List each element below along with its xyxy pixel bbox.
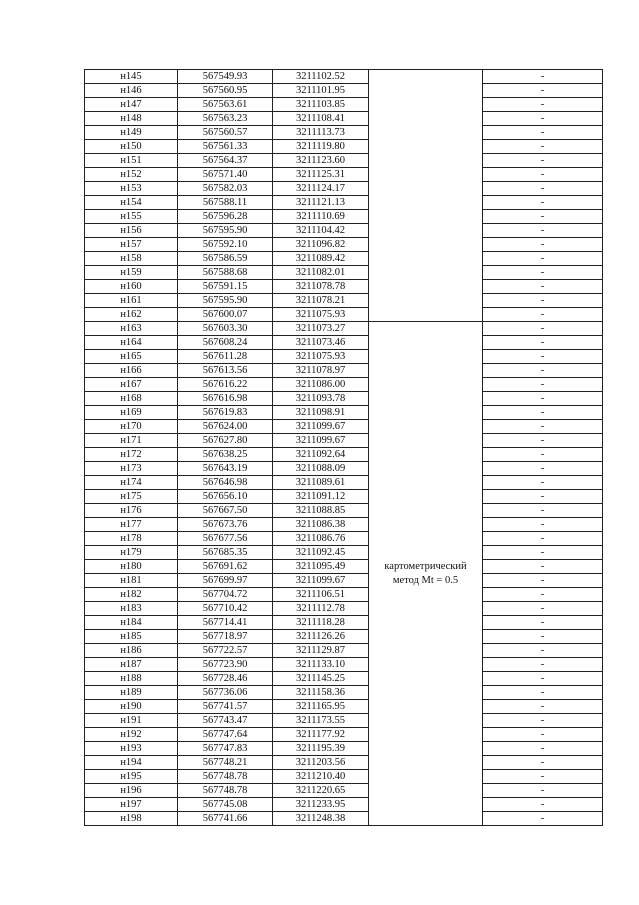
table-row — [85, 798, 603, 812]
x-coordinate-cell: 567704.72 — [178, 588, 273, 602]
method-cell-upper — [369, 70, 483, 322]
table-row — [85, 84, 603, 98]
dash-cell: - — [483, 588, 603, 602]
dash-cell: - — [483, 154, 603, 168]
x-coordinate-cell: 567624.00 — [178, 420, 273, 434]
y-coordinate-cell: 3211078.78 — [273, 280, 369, 294]
y-coordinate-cell: 3211102.52 — [273, 70, 369, 84]
point-name-cell: н193 — [85, 742, 178, 756]
method-accuracy: метод Mt = 0.5 — [392, 574, 459, 586]
dash-cell: - — [483, 490, 603, 504]
point-name-cell: н191 — [85, 714, 178, 728]
x-coordinate-cell: 567591.15 — [178, 280, 273, 294]
x-coordinate-cell: 567560.57 — [178, 126, 273, 140]
y-coordinate-cell: 3211119.80 — [273, 140, 369, 154]
table-row — [85, 294, 603, 308]
dash-cell: - — [483, 224, 603, 238]
point-name-cell: н178 — [85, 532, 178, 546]
point-name-cell: н184 — [85, 616, 178, 630]
dash-cell: - — [483, 322, 603, 336]
dash-cell: - — [483, 532, 603, 546]
point-name-cell: н190 — [85, 700, 178, 714]
point-name-cell: н182 — [85, 588, 178, 602]
x-coordinate-cell: 567627.80 — [178, 434, 273, 448]
dash-cell: - — [483, 784, 603, 798]
dash-cell: - — [483, 294, 603, 308]
table-row — [85, 546, 603, 560]
point-name-cell: н174 — [85, 476, 178, 490]
x-coordinate-cell: 567728.46 — [178, 672, 273, 686]
x-coordinate-cell: 567685.35 — [178, 546, 273, 560]
y-coordinate-cell: 3211082.01 — [273, 266, 369, 280]
x-coordinate-cell: 567718.97 — [178, 630, 273, 644]
table-row — [85, 182, 603, 196]
x-coordinate-cell: 567608.24 — [178, 336, 273, 350]
y-coordinate-cell: 3211125.31 — [273, 168, 369, 182]
table-row — [85, 420, 603, 434]
point-name-cell: н155 — [85, 210, 178, 224]
x-coordinate-cell: 567563.61 — [178, 98, 273, 112]
table-row — [85, 630, 603, 644]
point-name-cell: н176 — [85, 504, 178, 518]
point-name-cell: н192 — [85, 728, 178, 742]
x-coordinate-cell: 567667.50 — [178, 504, 273, 518]
y-coordinate-cell: 3211078.97 — [273, 364, 369, 378]
x-coordinate-cell: 567748.78 — [178, 770, 273, 784]
x-coordinate-cell: 567596.28 — [178, 210, 273, 224]
y-coordinate-cell: 3211203.56 — [273, 756, 369, 770]
dash-cell: - — [483, 406, 603, 420]
y-coordinate-cell: 3211106.51 — [273, 588, 369, 602]
x-coordinate-cell: 567643.19 — [178, 462, 273, 476]
dash-cell: - — [483, 658, 603, 672]
table-row — [85, 196, 603, 210]
dash-cell: - — [483, 196, 603, 210]
point-name-cell: н153 — [85, 182, 178, 196]
dash-cell: - — [483, 518, 603, 532]
x-coordinate-cell: 567723.90 — [178, 658, 273, 672]
point-name-cell: н166 — [85, 364, 178, 378]
table-row — [85, 602, 603, 616]
dash-cell: - — [483, 770, 603, 784]
y-coordinate-cell: 3211088.09 — [273, 462, 369, 476]
dash-cell: - — [483, 112, 603, 126]
x-coordinate-cell: 567722.57 — [178, 644, 273, 658]
dash-cell: - — [483, 266, 603, 280]
point-name-cell: н169 — [85, 406, 178, 420]
x-coordinate-cell: 567564.37 — [178, 154, 273, 168]
x-coordinate-cell: 567747.64 — [178, 728, 273, 742]
y-coordinate-cell: 3211098.91 — [273, 406, 369, 420]
x-coordinate-cell: 567600.07 — [178, 308, 273, 322]
point-name-cell: н145 — [85, 70, 178, 84]
dash-cell: - — [483, 420, 603, 434]
dash-cell: - — [483, 126, 603, 140]
dash-cell: - — [483, 210, 603, 224]
table-row — [85, 476, 603, 490]
point-name-cell: н173 — [85, 462, 178, 476]
y-coordinate-cell: 3211099.67 — [273, 434, 369, 448]
x-coordinate-cell: 567586.59 — [178, 252, 273, 266]
table-row — [85, 700, 603, 714]
y-coordinate-cell: 3211104.42 — [273, 224, 369, 238]
table-row — [85, 658, 603, 672]
y-coordinate-cell: 3211121.13 — [273, 196, 369, 210]
x-coordinate-cell: 567595.90 — [178, 294, 273, 308]
table-row — [85, 672, 603, 686]
x-coordinate-cell: 567588.68 — [178, 266, 273, 280]
point-name-cell: н170 — [85, 420, 178, 434]
dash-cell: - — [483, 560, 603, 574]
coordinates-table-body — [85, 70, 603, 826]
dash-cell: - — [483, 714, 603, 728]
dash-cell: - — [483, 504, 603, 518]
y-coordinate-cell: 3211093.78 — [273, 392, 369, 406]
dash-cell: - — [483, 252, 603, 266]
y-coordinate-cell: 3211086.38 — [273, 518, 369, 532]
method-name: картометрический — [384, 560, 467, 572]
y-coordinate-cell: 3211086.00 — [273, 378, 369, 392]
dash-cell: - — [483, 574, 603, 588]
y-coordinate-cell: 3211210.40 — [273, 770, 369, 784]
table-row — [85, 742, 603, 756]
y-coordinate-cell: 3211103.85 — [273, 98, 369, 112]
dash-cell: - — [483, 462, 603, 476]
table-row — [85, 644, 603, 658]
table-row — [85, 140, 603, 154]
table-row — [85, 154, 603, 168]
x-coordinate-cell: 567561.33 — [178, 140, 273, 154]
point-name-cell: н196 — [85, 784, 178, 798]
dash-cell: - — [483, 392, 603, 406]
y-coordinate-cell: 3211133.10 — [273, 658, 369, 672]
y-coordinate-cell: 3211088.85 — [273, 504, 369, 518]
x-coordinate-cell: 567646.98 — [178, 476, 273, 490]
table-row — [85, 756, 603, 770]
y-coordinate-cell: 3211113.73 — [273, 126, 369, 140]
table-row — [85, 70, 603, 84]
x-coordinate-cell: 567656.10 — [178, 490, 273, 504]
table-row — [85, 784, 603, 798]
y-coordinate-cell: 3211095.49 — [273, 560, 369, 574]
point-name-cell: н185 — [85, 630, 178, 644]
table-row — [85, 238, 603, 252]
y-coordinate-cell: 3211075.93 — [273, 308, 369, 322]
table-row — [85, 308, 603, 322]
y-coordinate-cell: 3211073.27 — [273, 322, 369, 336]
coordinates-table — [84, 69, 603, 826]
dash-cell: - — [483, 728, 603, 742]
table-row — [85, 616, 603, 630]
table-row — [85, 714, 603, 728]
table-row — [85, 406, 603, 420]
table-row — [85, 574, 603, 588]
x-coordinate-cell: 567603.30 — [178, 322, 273, 336]
point-name-cell: н147 — [85, 98, 178, 112]
y-coordinate-cell: 3211101.95 — [273, 84, 369, 98]
dash-cell: - — [483, 378, 603, 392]
dash-cell: - — [483, 140, 603, 154]
table-row — [85, 224, 603, 238]
dash-cell: - — [483, 98, 603, 112]
method-cell — [369, 322, 483, 826]
y-coordinate-cell: 3211177.92 — [273, 728, 369, 742]
y-coordinate-cell: 3211158.36 — [273, 686, 369, 700]
y-coordinate-cell: 3211112.78 — [273, 602, 369, 616]
table-row — [85, 518, 603, 532]
x-coordinate-cell: 567549.93 — [178, 70, 273, 84]
table-row — [85, 350, 603, 364]
y-coordinate-cell: 3211110.69 — [273, 210, 369, 224]
x-coordinate-cell: 567741.66 — [178, 812, 273, 826]
point-name-cell: н150 — [85, 140, 178, 154]
dash-cell: - — [483, 238, 603, 252]
point-name-cell: н172 — [85, 448, 178, 462]
y-coordinate-cell: 3211099.67 — [273, 574, 369, 588]
point-name-cell: н187 — [85, 658, 178, 672]
table-row — [85, 392, 603, 406]
y-coordinate-cell: 3211195.39 — [273, 742, 369, 756]
point-name-cell: н146 — [85, 84, 178, 98]
table-row — [85, 266, 603, 280]
point-name-cell: н158 — [85, 252, 178, 266]
point-name-cell: н195 — [85, 770, 178, 784]
table-row — [85, 336, 603, 350]
dash-cell: - — [483, 434, 603, 448]
dash-cell: - — [483, 644, 603, 658]
x-coordinate-cell: 567748.21 — [178, 756, 273, 770]
dash-cell: - — [483, 812, 603, 826]
y-coordinate-cell: 3211092.45 — [273, 546, 369, 560]
table-row — [85, 686, 603, 700]
x-coordinate-cell: 567748.78 — [178, 784, 273, 798]
y-coordinate-cell: 3211075.93 — [273, 350, 369, 364]
y-coordinate-cell: 3211092.64 — [273, 448, 369, 462]
y-coordinate-cell: 3211091.12 — [273, 490, 369, 504]
y-coordinate-cell: 3211220.65 — [273, 784, 369, 798]
dash-cell: - — [483, 742, 603, 756]
y-coordinate-cell: 3211124.17 — [273, 182, 369, 196]
dash-cell: - — [483, 364, 603, 378]
point-name-cell: н164 — [85, 336, 178, 350]
point-name-cell: н165 — [85, 350, 178, 364]
point-name-cell: н186 — [85, 644, 178, 658]
dash-cell: - — [483, 756, 603, 770]
x-coordinate-cell: 567743.47 — [178, 714, 273, 728]
point-name-cell: н168 — [85, 392, 178, 406]
table-row — [85, 462, 603, 476]
dash-cell: - — [483, 630, 603, 644]
x-coordinate-cell: 567595.90 — [178, 224, 273, 238]
x-coordinate-cell: 567616.22 — [178, 378, 273, 392]
x-coordinate-cell: 567616.98 — [178, 392, 273, 406]
table-row — [85, 588, 603, 602]
y-coordinate-cell: 3211123.60 — [273, 154, 369, 168]
point-name-cell: н194 — [85, 756, 178, 770]
dash-cell: - — [483, 168, 603, 182]
y-coordinate-cell: 3211129.87 — [273, 644, 369, 658]
dash-cell: - — [483, 308, 603, 322]
y-coordinate-cell: 3211248.38 — [273, 812, 369, 826]
table-row — [85, 322, 603, 336]
point-name-cell: н167 — [85, 378, 178, 392]
point-name-cell: н159 — [85, 266, 178, 280]
point-name-cell: н183 — [85, 602, 178, 616]
point-name-cell: н197 — [85, 798, 178, 812]
dash-cell: - — [483, 84, 603, 98]
x-coordinate-cell: 567710.42 — [178, 602, 273, 616]
x-coordinate-cell: 567677.56 — [178, 532, 273, 546]
point-name-cell: н149 — [85, 126, 178, 140]
x-coordinate-cell: 567582.03 — [178, 182, 273, 196]
x-coordinate-cell: 567673.76 — [178, 518, 273, 532]
dash-cell: - — [483, 336, 603, 350]
dash-cell: - — [483, 350, 603, 364]
y-coordinate-cell: 3211073.46 — [273, 336, 369, 350]
x-coordinate-cell: 567736.06 — [178, 686, 273, 700]
point-name-cell: н181 — [85, 574, 178, 588]
table-row — [85, 98, 603, 112]
dash-cell: - — [483, 686, 603, 700]
table-row — [85, 812, 603, 826]
y-coordinate-cell: 3211089.61 — [273, 476, 369, 490]
table-row — [85, 728, 603, 742]
y-coordinate-cell: 3211233.95 — [273, 798, 369, 812]
x-coordinate-cell: 567563.23 — [178, 112, 273, 126]
y-coordinate-cell: 3211145.25 — [273, 672, 369, 686]
dash-cell: - — [483, 448, 603, 462]
table-row — [85, 560, 603, 574]
x-coordinate-cell: 567691.62 — [178, 560, 273, 574]
dash-cell: - — [483, 672, 603, 686]
x-coordinate-cell: 567611.28 — [178, 350, 273, 364]
dash-cell: - — [483, 70, 603, 84]
x-coordinate-cell: 567619.83 — [178, 406, 273, 420]
point-name-cell: н175 — [85, 490, 178, 504]
table-row — [85, 504, 603, 518]
point-name-cell: н156 — [85, 224, 178, 238]
x-coordinate-cell: 567571.40 — [178, 168, 273, 182]
y-coordinate-cell: 3211099.67 — [273, 420, 369, 434]
x-coordinate-cell: 567747.83 — [178, 742, 273, 756]
y-coordinate-cell: 3211118.28 — [273, 616, 369, 630]
y-coordinate-cell: 3211089.42 — [273, 252, 369, 266]
table-row — [85, 770, 603, 784]
x-coordinate-cell: 567638.25 — [178, 448, 273, 462]
point-name-cell: н151 — [85, 154, 178, 168]
x-coordinate-cell: 567699.97 — [178, 574, 273, 588]
point-name-cell: н189 — [85, 686, 178, 700]
table-row — [85, 210, 603, 224]
dash-cell: - — [483, 798, 603, 812]
y-coordinate-cell: 3211108.41 — [273, 112, 369, 126]
point-name-cell: н177 — [85, 518, 178, 532]
dash-cell: - — [483, 182, 603, 196]
x-coordinate-cell: 567588.11 — [178, 196, 273, 210]
point-name-cell: н148 — [85, 112, 178, 126]
y-coordinate-cell: 3211173.55 — [273, 714, 369, 728]
point-name-cell: н163 — [85, 322, 178, 336]
dash-cell: - — [483, 700, 603, 714]
table-row — [85, 434, 603, 448]
x-coordinate-cell: 567592.10 — [178, 238, 273, 252]
point-name-cell: н180 — [85, 560, 178, 574]
x-coordinate-cell: 567745.08 — [178, 798, 273, 812]
table-row — [85, 112, 603, 126]
point-name-cell: н152 — [85, 168, 178, 182]
y-coordinate-cell: 3211126.26 — [273, 630, 369, 644]
table-row — [85, 280, 603, 294]
point-name-cell: н157 — [85, 238, 178, 252]
table-row — [85, 490, 603, 504]
point-name-cell: н188 — [85, 672, 178, 686]
dash-cell: - — [483, 280, 603, 294]
point-name-cell: н162 — [85, 308, 178, 322]
table-row — [85, 364, 603, 378]
table-row — [85, 126, 603, 140]
point-name-cell: н160 — [85, 280, 178, 294]
x-coordinate-cell: 567560.95 — [178, 84, 273, 98]
point-name-cell: н179 — [85, 546, 178, 560]
point-name-cell: н154 — [85, 196, 178, 210]
dash-cell: - — [483, 476, 603, 490]
dash-cell: - — [483, 546, 603, 560]
point-name-cell: н198 — [85, 812, 178, 826]
table-row — [85, 252, 603, 266]
dash-cell: - — [483, 602, 603, 616]
point-name-cell: н161 — [85, 294, 178, 308]
table-row — [85, 168, 603, 182]
y-coordinate-cell: 3211165.95 — [273, 700, 369, 714]
y-coordinate-cell: 3211086.76 — [273, 532, 369, 546]
table-row — [85, 378, 603, 392]
table-row — [85, 448, 603, 462]
table-row — [85, 532, 603, 546]
x-coordinate-cell: 567613.56 — [178, 364, 273, 378]
x-coordinate-cell: 567714.41 — [178, 616, 273, 630]
x-coordinate-cell: 567741.57 — [178, 700, 273, 714]
y-coordinate-cell: 3211078.21 — [273, 294, 369, 308]
point-name-cell: н171 — [85, 434, 178, 448]
dash-cell: - — [483, 616, 603, 630]
y-coordinate-cell: 3211096.82 — [273, 238, 369, 252]
